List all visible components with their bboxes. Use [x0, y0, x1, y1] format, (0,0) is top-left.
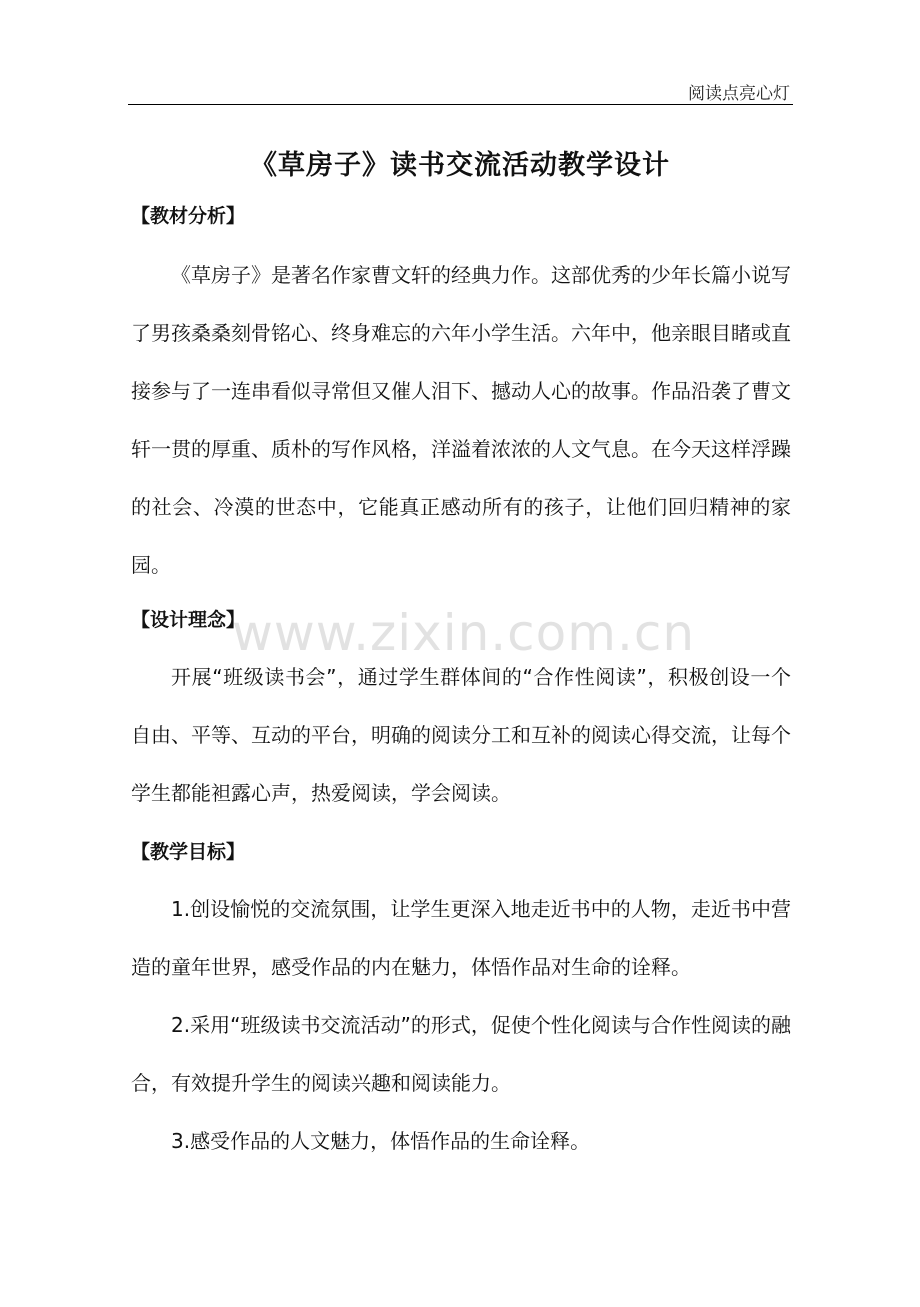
running-header: 阅读点亮心灯 [688, 84, 790, 104]
goal-item-1: 1.创设愉悦的交流氛围，让学生更深入地走近书中的人物，走近书中营造的童年世界，感受作品的内在魅力，体悟作品对生命的诠释。 [131, 897, 791, 979]
section-heading-analysis: 【教材分析】 [131, 205, 246, 227]
concept-paragraph: 开展“班级读书会”，通过学生群体间的“合作性阅读”，积极创设一个自由、平等、互动的平台，明确的阅读分工和互补的阅读心得交流，让每个学生都能袒露心声，热爱阅读，学会阅读。 [131, 665, 791, 805]
analysis-paragraph: 《草房子》是著名作家曹文轩的经典力作。这部优秀的少年长篇小说写了男孩桑桑刻骨铭心、终身难忘的六年小学生活。六年中，他亲眼目睹或直接参与了一连串看似寻常但又催人泪下、撼动人心的故事。作品沿袭了曹文轩一贯的厚重、质朴的写作风格，洋溢着浓浓的人文气息。在今天这样浮躁的社会、冷漠的世态中，它能真正感动所有的孩子，让他们回归精神的家园。 [131, 263, 791, 577]
goal-item-2: 2.采用“班级读书交流活动”的形式，促使个性化阅读与合作性阅读的融合，有效提升学生的阅读兴趣和阅读能力。 [131, 1013, 791, 1095]
document-body [131, 190, 791, 1170]
goal-item-3: 3.感受作品的人文魅力，体悟作品的生命诠释。 [171, 1129, 591, 1153]
section-heading-concept: 【设计理念】 [131, 609, 246, 631]
header-rule [128, 104, 793, 105]
document-title: 《草房子》读书交流活动教学设计 [250, 150, 670, 181]
section-heading-goals: 【教学目标】 [131, 841, 246, 863]
watermark: www.zixin.com.cn [232, 604, 696, 662]
